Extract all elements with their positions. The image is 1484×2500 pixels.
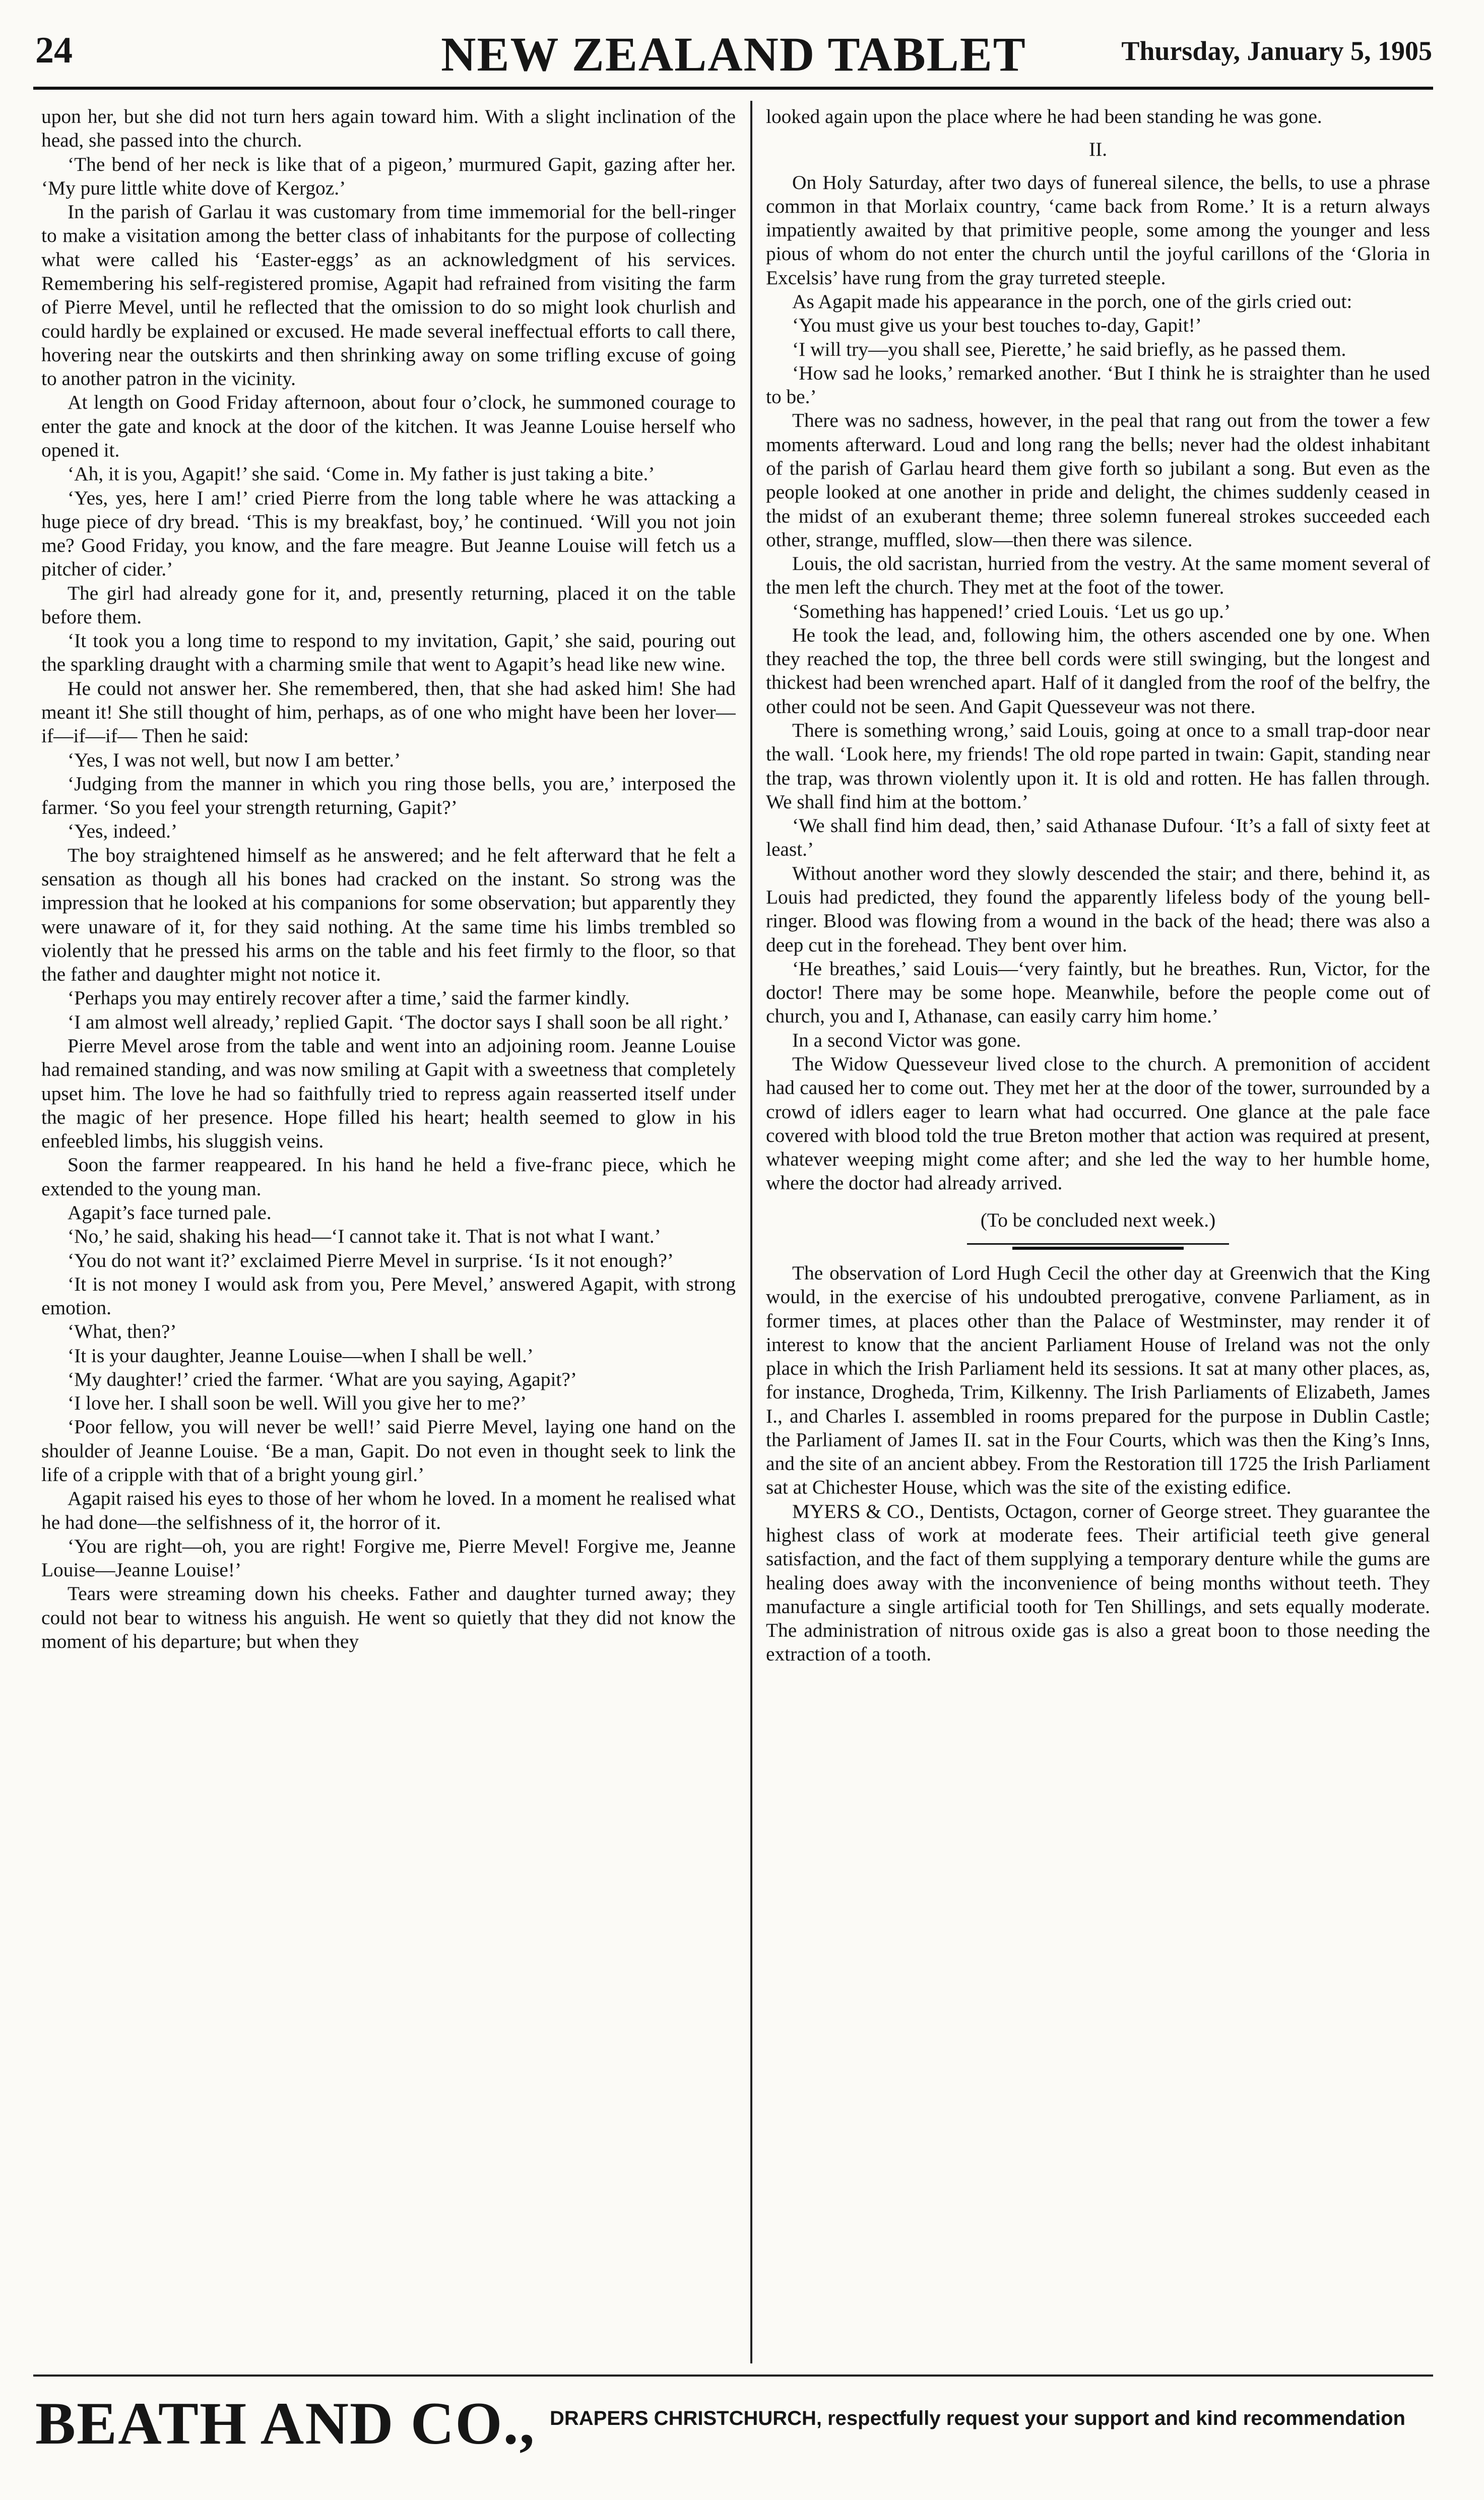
- section-heading: II.: [1088, 138, 1108, 161]
- masthead-title: NEW ZEALAND TABLET: [441, 27, 1026, 81]
- article-paragraph: ‘Perhaps you may entirely recover after a time,’ said the farmer kindly.: [68, 987, 630, 1009]
- article-paragraph: ‘We shall find him dead, then,’ said Athanase Dufour. ‘It’s a fall of sixty feet at least.’: [766, 814, 1430, 861]
- article-paragraph: ‘Yes, I was not well, but now I am better.’: [68, 748, 401, 771]
- article-paragraph: Without another word they slowly descended the stair; and there, behind it, as Louis had predicted, they found the apparently lifeless body of the young bell-ringer. Blood was flowing from a wound in the back of the head; there was also a deep cut in the forehead. They bent over him.: [766, 862, 1430, 956]
- advertisement-text: DRAPERS CHRISTCHURCH, respectfully request your support and kind recommendation: [549, 2407, 1405, 2429]
- article-paragraph: ‘I am almost well already,’ replied Gapit. ‘The doctor says I shall soon be all right.’: [68, 1010, 730, 1033]
- article-paragraph: In a second Victor was gone.: [792, 1029, 1021, 1051]
- article-paragraph: ‘Ah, it is you, Agapit!’ she said. ‘Come in. My father is just taking a bite.’: [68, 463, 655, 485]
- header-rule: [33, 87, 1433, 90]
- page-number: 24: [35, 30, 73, 71]
- article-paragraph: ‘Something has happened!’ cried Louis. ‘Let us go up.’: [792, 600, 1231, 622]
- advertiser-name: BEATH AND CO.,: [35, 2390, 536, 2457]
- article-paragraph: ‘How sad he looks,’ remarked another. ‘But I think he is straighter than he used to be.’: [766, 361, 1430, 408]
- article-paragraph: Tears were streaming down his cheeks. Father and daughter turned away; they could not bear to witness his anguish. He went so quietly that they did not know the moment of his departure; but when they: [41, 1582, 736, 1652]
- page-header: [35, 29, 1432, 85]
- article-paragraph: ‘Yes, indeed.’: [68, 820, 178, 843]
- footer-rule: [33, 2375, 1433, 2377]
- article-paragraph: ‘You must give us your best touches to-day, Gapit!’: [792, 314, 1202, 337]
- article-paragraph: Soon the farmer reappeared. In his hand he held a five-franc piece, which he extended to the young man.: [41, 1153, 736, 1200]
- article-paragraph: ‘It is your daughter, Jeanne Louise—when I shall be well.’: [68, 1344, 534, 1367]
- article-paragraph: ‘It took you a long time to respond to my invitation, Gapit,’ she said, pouring out the sparkling draught with a charming smile that went to Agapit’s head like new wine.: [41, 629, 736, 676]
- article-paragraph: The girl had already gone for it, and, presently returning, placed it on the table before them.: [41, 582, 736, 628]
- article-paragraph: Louis, the old sacristan, hurried from the vestry. At the same moment several of the men left the church. They met at the foot of the tower.: [766, 552, 1430, 599]
- article-paragraph: The boy straightened himself as he answered; and he felt afterward that he felt a sensation as though all his bones had cracked on the instant. So strong was the impression that he looked at his companions for some observation; but apparently they were unaware of it, for they said nothing. At the same time his limbs trembled so violently that he pressed his arms on the table and his feet firmly to the floor, so that the father and daughter might not notice it.: [41, 844, 736, 986]
- article-paragraph: ‘It is not money I would ask from you, Pere Mevel,’ answered Agapit, with strong emotion.: [41, 1272, 736, 1319]
- left-column: [41, 105, 736, 2362]
- article-paragraph: There is something wrong,’ said Louis, going at once to a small trap-door near the wall. ‘Look here, my friends! The old rope parted in twain: Gapit, standing near the trap, was thrown violently upon it. It is old and rotten. He has fallen through. We shall find him at the bottom.’: [766, 719, 1430, 813]
- article-paragraph: ‘I will try—you shall see, Pierette,’ he said briefly, as he passed them.: [792, 338, 1346, 360]
- right-column: [766, 105, 1430, 2362]
- article-paragraph: ‘Judging from the manner in which you ring those bells, you are,’ interposed the farmer. ‘So you feel your strength returning, Gapit?’: [41, 772, 736, 819]
- article-paragraph: ‘My daughter!’ cried the farmer. ‘What are you saying, Agapit?’: [68, 1368, 577, 1390]
- article-paragraph: On Holy Saturday, after two days of funereal silence, the bells, to use a phrase common in that Morlaix country, ‘came back from Rome.’ It is a return always impatiently awaited by that primitive people, some among the younger and less pious of whom do not enter the church until the joyful carillons of the ‘Gloria in Excelsis’ have rung from the gray turreted steeple.: [766, 171, 1430, 289]
- article-paragraph: ‘He breathes,’ said Louis—‘very faintly, but he breathes. Run, Victor, for the doctor! There may be some hope. Meanwhile, before the people come out of church, you and I, Athanase, can easily carry him home.’: [766, 957, 1430, 1028]
- article-paragraph: Agapit raised his eyes to those of her whom he loved. In a moment he realised what he had done—the selfishness of it, the horror of it.: [41, 1487, 736, 1533]
- article-paragraph: Pierre Mevel arose from the table and went into an adjoining room. Jeanne Louise had remained standing, and was now smiling at Gapit with a sweetness that completely upset him. The love he had so faithfully tried to repress again reasserted itself under the magic of her presence. Hope filled his heart; health seemed to glow in his enfeebled limbs, his sluggish veins.: [41, 1034, 736, 1152]
- article-paragraph: ‘Poor fellow, you will never be well!’ said Pierre Mevel, laying one hand on the shoulder of Jeanne Louise. ‘Be a man, Gapit. Do not even in thought seek to link the life of a cripple with that of a bright young girl.’: [41, 1416, 736, 1486]
- article-paragraph: ‘What, then?’: [68, 1320, 177, 1343]
- article-paragraph: As Agapit made his appearance in the porch, one of the girls cried out:: [792, 290, 1352, 312]
- article-paragraph: He could not answer her. She remembered, then, that she had asked him! She had meant it! She still thought of him, perhaps, as of one who might have been her lover—if—if—if— Then he said:: [41, 677, 736, 747]
- article-paragraph: The observation of Lord Hugh Cecil the other day at Greenwich that the King would, in the exercise of his undoubted prerogative, convene Parliament, as in former times, at places other than the Palace of Westminster, may render it of interest to know that the ancient Parliament House of Ireland was not the only place in which the Irish Parliament held its sessions. It sat at many other places, as, for instance, Drogheda, Trim, Kilkenny. The Irish Parliaments of Elizabeth, James I., and Charles I. assembled in rooms prepared for the purpose in Dublin Castle; the Parliament of James II. sat in the Four Courts, which was then the King’s Inns, and the site of an ancient abbey. From the Restoration till 1725 the Irish Parliament sat at Chichester House, which was the site of the existing edifice.: [766, 1261, 1430, 1499]
- article-paragraph: ‘You do not want it?’ exclaimed Pierre Mevel in surprise. ‘Is it not enough?’: [68, 1249, 674, 1271]
- article-paragraph: ‘The bend of her neck is like that of a pigeon,’ murmured Gapit, gazing after her. ‘My pure little white dove of Kergoz.’: [41, 153, 736, 199]
- footer-advertisement: [35, 2389, 1432, 2469]
- article-paragraph: ‘Yes, yes, here I am!’ cried Pierre from the long table where he was attacking a huge piece of dry bread. ‘This is my breakfast, boy,’ he continued. ‘Will you not join me? Good Friday, you know, and the fare meagre. But Jeanne Louise will fetch us a pitcher of cider.’: [41, 486, 736, 581]
- article-paragraph: There was no sadness, however, in the peal that rang out from the tower a few moments afterward. Loud and long rang the bells; never had the oldest inhabitant of the parish of Garlau heard them give forth so jubilant a song. But even as the people looked at one another in pride and delight, the chimes suddenly ceased in the midst of an exuberant theme; three solemn funereal strokes succeeded each other, strange, muffled, slow—then there was silence.: [766, 409, 1430, 551]
- article-paragraph: At length on Good Friday afternoon, about four o’clock, he summoned courage to enter the gate and knock at the door of the kitchen. It was Jeanne Louise herself who opened it.: [41, 391, 736, 461]
- issue-date: Thursday, January 5, 1905: [1121, 36, 1432, 66]
- article-paragraph: upon her, but she did not turn hers again toward him. With a slight inclination of the head, she passed into the church.: [41, 105, 736, 152]
- article-paragraph: ‘No,’ he said, shaking his head—‘I cannot take it. That is not what I want.’: [68, 1225, 661, 1248]
- article-paragraph: Agapit’s face turned pale.: [68, 1201, 272, 1224]
- article-paragraph: The Widow Quesseveur lived close to the church. A premonition of accident had caused her to come out. They met her at the door of the tower, surrounded by a crowd of idlers eager to learn what had occurred. One glance at the pale face covered with blood told the true Breton mother that action was required at present, whatever weeping might come after; and she led the way to her humble home, where the doctor had already arrived.: [766, 1052, 1430, 1194]
- article-paragraph: In the parish of Garlau it was customary from time immemorial for the bell-ringer to make a visitation among the better class of inhabitants for the purpose of collecting what were called his ‘Easter-eggs’ as an acknowledgment of his services. Remembering his self-registered promise, Agapit had refrained from visiting the farm of Pierre Mevel, until he reflected that the omission to do so might look churlish and could hardly be explained or excused. He made several ineffectual efforts to call there, hovering near the outskirts and then shrinking away on some trifling excuse of going to another patron in the vicinity.: [41, 201, 736, 390]
- article-paragraph: looked again upon the place where he had been standing he was gone.: [766, 105, 1322, 127]
- article-paragraph: He took the lead, and, following him, the others ascended one by one. When they reached the top, the three bell cords were still swinging, but the longest and thickest had been wrenched apart. Half of it dangled from the roof of the belfry, the other could not be seen. And Gapit Quesseveur was not there.: [766, 623, 1430, 718]
- ornamental-rule: [967, 1241, 1229, 1250]
- article-paragraph: ‘I love her. I shall soon be well. Will you give her to me?’: [68, 1392, 527, 1415]
- article-paragraph: ‘You are right—oh, you are right! Forgive me, Pierre Mevel! Forgive me, Jeanne Louise—Jeanne Louise!’: [41, 1534, 736, 1581]
- continuation-note: (To be concluded next week.): [980, 1208, 1216, 1231]
- column-divider: [750, 101, 752, 2363]
- article-paragraph: MYERS & CO., Dentists, Octagon, corner of George street. They guarantee the highest class of work at moderate fees. Their artificial teeth give general satisfaction, and the fact of them supplying a temporary denture while the gums are healing does away with the inconvenience of being months without teeth. They manufacture a single artificial tooth for Ten Shillings, and sets equally moderate. The administration of nitrous oxide gas is also a great boon to those needing the extraction of a tooth.: [766, 1500, 1430, 1665]
